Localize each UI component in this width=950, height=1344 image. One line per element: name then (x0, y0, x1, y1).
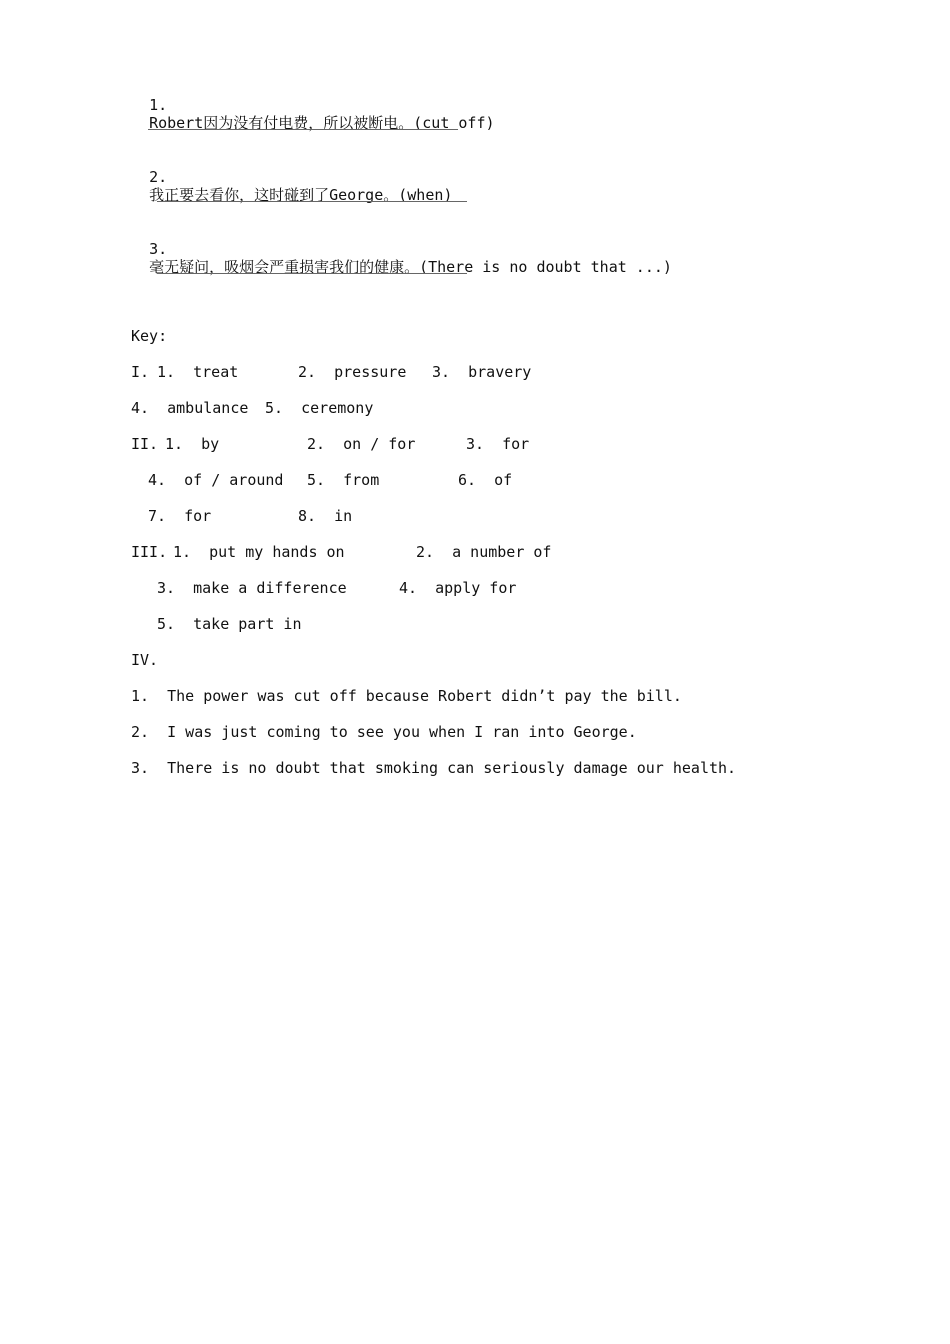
key-item: 4. ambulance (131, 399, 249, 417)
question-prompt: 毫无疑问，吸烟会严重损害我们的健康。(There is no doubt that ...) (149, 258, 672, 276)
key-item: 4. of / around (148, 471, 284, 489)
key-item: 3. make a difference (157, 579, 347, 597)
question-prompt: Robert因为没有付电费，所以被断电。(cut off) (149, 114, 495, 132)
key-item: 7. for (148, 507, 212, 525)
key-item: 5. take part in (157, 615, 302, 633)
key-item: 1. by (165, 435, 220, 453)
key-item: 2. a number of (416, 543, 552, 561)
key-item: 5. from (307, 471, 380, 489)
key-item: 3. bravery (432, 363, 532, 381)
question-number: 1. (149, 96, 168, 114)
key-title: Key: (131, 327, 168, 345)
key-sentence: 2. I was just coming to see you when I ran into George. (131, 723, 637, 741)
question-number: 2. (149, 168, 168, 186)
key-item: 2. on / for (307, 435, 416, 453)
answer-line[interactable] (157, 273, 467, 274)
section-label: I. (131, 363, 150, 381)
key-item: 1. treat (157, 363, 239, 381)
question-prompt: 我正要去看你，这时碰到了George。(when) (149, 186, 453, 204)
section-label: IV. (131, 651, 159, 669)
question-number: 3. (149, 240, 168, 258)
key-item: 4. apply for (399, 579, 517, 597)
key-sentence: 3. There is no doubt that smoking can seriously damage our health. (131, 759, 737, 777)
question-3 (131, 222, 672, 276)
key-item: 5. ceremony (265, 399, 374, 417)
key-item: 2. pressure (298, 363, 407, 381)
section-label: II. (131, 435, 159, 453)
answer-line[interactable] (157, 201, 467, 202)
key-item: 1. put my hands on (173, 543, 345, 561)
key-item: 3. for (466, 435, 530, 453)
key-sentence: 1. The power was cut off because Robert didn’t pay the bill. (131, 687, 682, 705)
key-item: 8. in (298, 507, 353, 525)
answer-line[interactable] (148, 129, 458, 130)
key-item: 6. of (458, 471, 513, 489)
section-label: III. (131, 543, 168, 561)
question-1 (131, 78, 495, 132)
question-2 (131, 150, 452, 204)
